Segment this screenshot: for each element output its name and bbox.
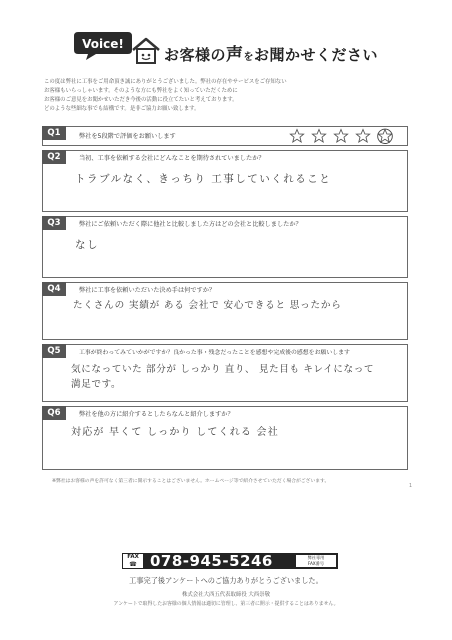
fax-tag: 弊社専用 FAX番号 [296,555,336,567]
question-number: Q3 [42,216,66,230]
question-box-q2 [42,150,408,212]
voice-speech-bubble-icon [72,30,134,60]
question-text: 工事が終わってみていかがですか？良かった事・残念だったことを感想や完成後の感想をお願いします [79,350,350,356]
intro-line: お客様もいらっしゃいます。そのような方にも弊社をよく知っていただくために [44,88,238,95]
question-box-q3 [42,216,408,278]
answer-text: なし [75,239,99,251]
privacy-note: アンケートで取得したお客様の個人情報は適切に管理し、第三者に開示・提供することはありません。 [113,601,339,607]
answer-text-line: 満足です。 [71,379,122,390]
answer-text: 対応が 早くて しっかり してくれる 会社 [71,427,279,438]
intro-line: この度は弊社に工事をご用命頂き誠にありがとうございました。弊社の存在やサービスをご存知ない [44,79,287,85]
question-box-q1 [42,126,408,146]
fax-number: 078-945-5246 [150,552,273,570]
question-box-q4 [42,282,408,340]
page-header [0,0,452,70]
intro-text [44,78,408,114]
voice-badge-text: Voice! [82,37,124,51]
thanks-message: 工事完了後アンケートへのご協力ありがとうございました。 [129,576,323,585]
question-text: 弊社を5段階で評価をお願いします [79,133,176,140]
question-number: Q4 [42,282,66,296]
house-icon [130,36,162,66]
question-box-q6 [42,406,408,470]
question-text: 当初、工事を依頼する会社にどんなことを期待されていましたか？ [79,155,265,162]
star-icon[interactable] [333,128,349,144]
question-number: Q5 [42,344,66,358]
question-text: 弊社に工事を依頼いただいた決め手は何ですか？ [79,287,216,294]
intro-line: お客様のご意見をお聞かせいただき今後の活動に役立てたいと考えております。 [44,97,238,104]
intro-line: どのような些細な事でも結構です。是非ご協力お願い致します。 [44,106,200,113]
rating-stars[interactable] [289,127,393,145]
star-icon[interactable] [289,128,305,144]
star-icon[interactable] [355,128,371,144]
question-number: Q2 [42,150,66,164]
fax-icon: FAX ☎ [122,553,144,569]
answer-text: たくさんの 実績が ある 会社で 安心できると 思ったから [73,300,342,311]
company-name: 株式会社大西五代表取締役 大西崇敬 [182,592,270,598]
page-title: お客様の声をお聞かせください [164,45,379,65]
question-text: 弊社にご依頼いただく際に他社と比較しました方はどの会社と比較しましたか？ [79,221,302,228]
star-icon[interactable] [311,128,327,144]
question-number: Q6 [42,406,66,420]
page-number: 1 [409,484,413,489]
question-text: 弊社を他の方に紹介するとしたらなんと紹介しますか？ [79,411,234,418]
answer-text-line: 気になっていた 部分が しっかり 直り、 見た目も キレイになって [71,364,375,375]
question-number: Q1 [42,126,66,140]
question-box-q5 [42,344,408,402]
star-icon-circled[interactable] [377,128,393,144]
answer-text: トラブルなく、きっちり 工事していくれること [75,173,332,185]
footnote: ※弊社はお客様の声を許可なく第三者に開示することはございません。ホームページ等で紹介させていただく場合がございます。 [52,479,330,484]
